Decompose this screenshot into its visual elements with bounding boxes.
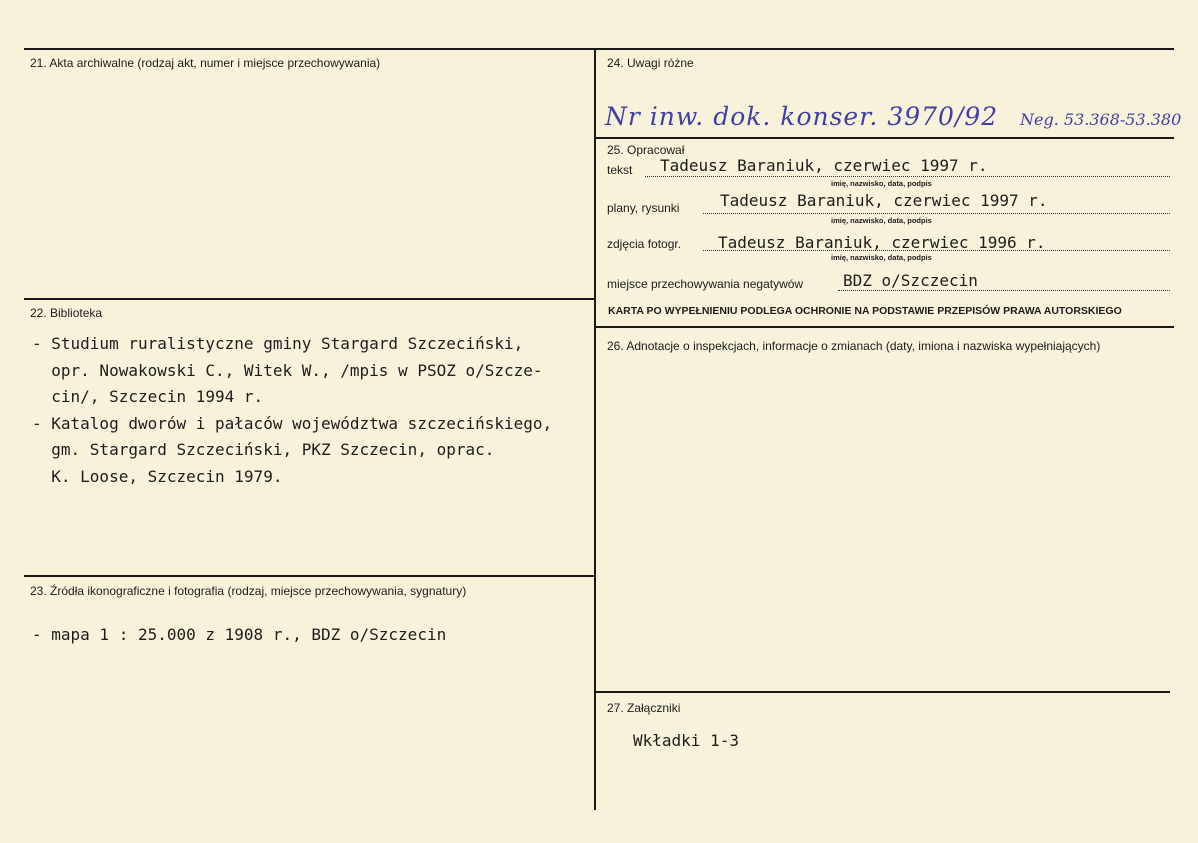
section-24-label: 24. Uwagi różne — [607, 56, 694, 70]
text-author-line — [645, 176, 1170, 177]
divider-25-26 — [596, 326, 1174, 328]
handwritten-inventory-note: Nr inw. dok. konser. 3970/92 — [605, 102, 999, 131]
drawings-author-hint: imię, nazwisko, data, podpis — [831, 216, 932, 225]
section-25-label: 25. Opracował — [607, 143, 685, 157]
bibliography-line: opr. Nowakowski C., Witek W., /mpis w PSOZ o/Szcze- — [32, 360, 543, 380]
text-author-hint: imię, nazwisko, data, podpis — [831, 179, 932, 188]
iconography-entry: - mapa 1 : 25.000 z 1908 r., BDZ o/Szczecin — [32, 625, 447, 644]
bibliography-line: - Katalog dworów i pałaców województwa szczecińskiego, — [32, 413, 553, 433]
photos-author-value: Tadeusz Baraniuk, czerwiec 1996 r. — [718, 233, 1046, 252]
center-divider — [594, 48, 596, 810]
drawings-author-line — [703, 213, 1170, 214]
bibliography-line: cin/, Szczecin 1994 r. — [32, 387, 264, 406]
bibliography-line: K. Loose, Szczecin 1979. — [32, 466, 283, 486]
bibliography-line: gm. Stargard Szczeciński, PKZ Szczecin, oprac. — [32, 440, 495, 459]
divider-24-25 — [596, 137, 1174, 139]
bibliography-line: - Studium ruralistyczne gminy Stargard Szczeciński, — [32, 334, 524, 353]
drawings-author-key: plany, rysunki — [607, 201, 680, 215]
section-21-label: 21. Akta archiwalne (rodzaj akt, numer i miejsce przechowywania) — [30, 56, 381, 70]
bibliography-list — [32, 331, 552, 490]
top-border — [24, 48, 1174, 50]
handwritten-negatives-note: Neg. 53.368-53.380 — [1020, 110, 1182, 129]
attachments-value: Wkładki 1-3 — [633, 731, 739, 750]
photos-author-key: zdjęcia fotogr. — [607, 237, 682, 251]
divider-22-23 — [24, 575, 595, 577]
section-27-label: 27. Załączniki — [607, 701, 681, 715]
section-23-label: 23. Źródła ikonograficzne i fotografia (rodzaj, miejsce przechowywania, sygnatury) — [30, 584, 467, 598]
section-22-label: 22. Biblioteka — [30, 306, 103, 320]
photos-author-hint: imię, nazwisko, data, podpis — [831, 253, 932, 262]
text-author-key: tekst — [607, 163, 633, 177]
section-26-label: 26. Adnotacje o inspekcjach, informacje o zmianach (daty, imiona i nazwiska wypełniających) — [607, 339, 1101, 353]
divider-21-22 — [24, 298, 595, 300]
negatives-location-key: miejsce przechowywania negatywów — [607, 277, 804, 291]
divider-26-27 — [596, 691, 1170, 693]
negatives-location-value: BDZ o/Szczecin — [843, 271, 978, 290]
text-author-value: Tadeusz Baraniuk, czerwiec 1997 r. — [660, 156, 988, 175]
negatives-location-line — [838, 290, 1170, 291]
copyright-notice: KARTA PO WYPEŁNIENIU PODLEGA OCHRONIE NA PODSTAWIE PRZEPISÓW PRAWA AUTORSKIEGO — [608, 305, 1122, 317]
drawings-author-value: Tadeusz Baraniuk, czerwiec 1997 r. — [720, 191, 1048, 210]
